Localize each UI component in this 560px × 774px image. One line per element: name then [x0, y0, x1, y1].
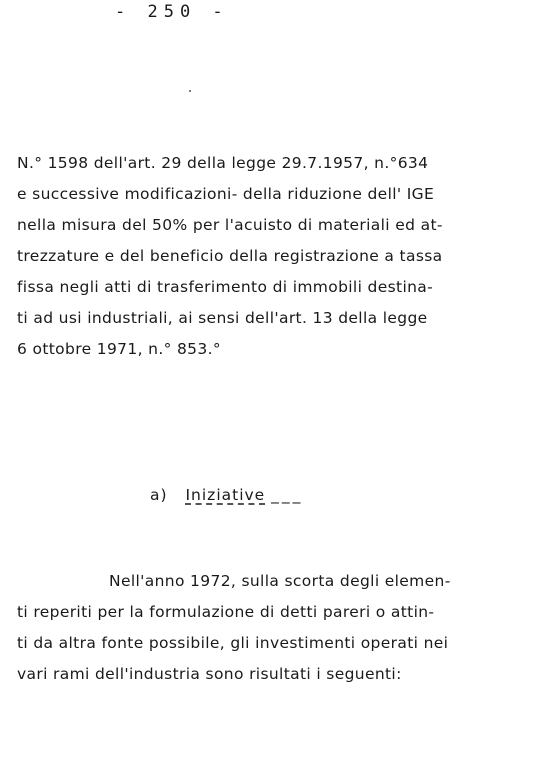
text-line: fissa negli atti di trasferimento di immobili destina- [17, 278, 434, 296]
text-line: ti da altra fonte possibile, gli investimenti operati nei [17, 634, 449, 652]
text-line: nella misura del 50% per l'acuisto di materiali ed at- [17, 216, 443, 234]
section-title-trail: ___ [271, 486, 304, 504]
text-line: ti ad usi industriali, ai sensi dell'art. 13 della legge [17, 309, 428, 327]
section-heading [150, 486, 303, 504]
paragraph-legal-reference [17, 148, 537, 365]
text-line: vari rami dell'industria sono risultati i seguenti: [17, 665, 402, 683]
text-line: e successive modificazioni- della riduzione dell' IGE [17, 185, 435, 203]
text-line: ti reperiti per la formulazione di detti pareri o attin- [17, 603, 435, 621]
paragraph-investments [17, 566, 537, 690]
text-line: 6 ottobre 1971, n.° 853.° [17, 340, 221, 358]
text-line: N.° 1598 dell'art. 29 della legge 29.7.1957, n.°634 [17, 154, 429, 172]
section-title: Iniziative [185, 486, 266, 504]
page-number: - 250 - [115, 2, 229, 22]
text-line: Nell'anno 1972, sulla scorta degli elemen- [109, 572, 451, 590]
section-marker: a) [150, 486, 168, 504]
scan-speck [189, 90, 191, 92]
text-line: trezzature e del beneficio della registrazione a tassa [17, 247, 443, 265]
